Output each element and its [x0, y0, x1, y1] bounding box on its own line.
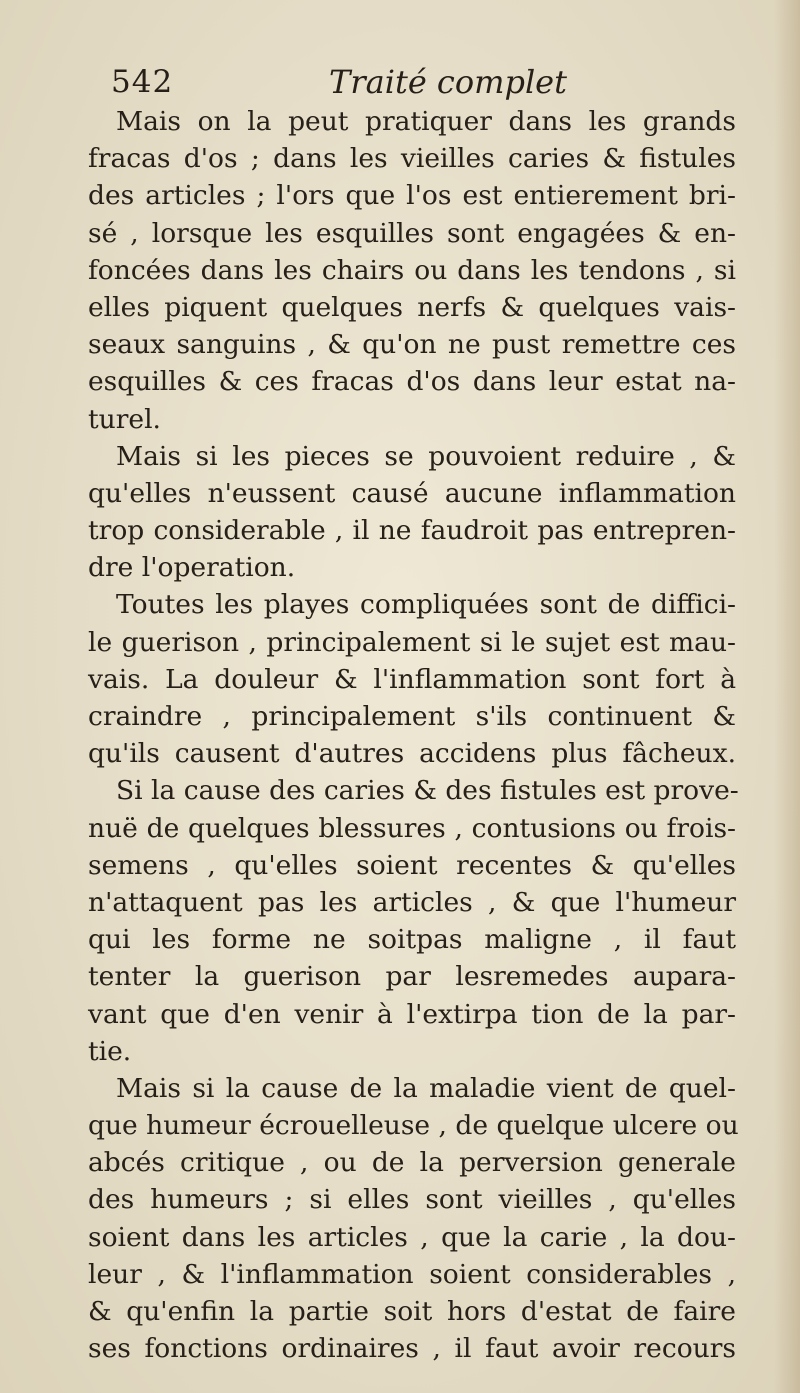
paragraph	[88, 772, 739, 1070]
text-line: nuë de quelques blessures , contusions ou frois-	[88, 812, 736, 844]
paragraph	[88, 438, 736, 587]
text-line: dre l'operation.	[88, 552, 296, 584]
text-line: qu'elles n'eussent causé aucune inflammation	[88, 477, 736, 509]
page-body	[88, 103, 739, 1367]
text-line: esquilles & ces fracas d'os dans leur estat na-	[88, 366, 736, 398]
text-line: tie.	[88, 1035, 132, 1067]
text-line: turel.	[88, 403, 161, 435]
text-line: vant que d'en venir à l'extirpa tion de la par-	[88, 998, 736, 1030]
text-line: fracas d'os ; dans les vieilles caries & fistules	[88, 143, 736, 175]
paragraph	[88, 103, 736, 438]
text-line: Toutes les playes compliquées sont de diffici-	[116, 589, 736, 621]
text-line: des humeurs ; si elles sont vieilles , qu'elles	[88, 1184, 736, 1216]
text-line: Si la cause des caries & des fistules est prove-	[116, 775, 739, 807]
text-line: trop considerable , il ne faudroit pas entrepren-	[88, 515, 736, 547]
text-line: foncées dans les chairs ou dans les tendons , si	[88, 254, 736, 286]
text-line: que humeur écrouelleuse , de quelque ulcere ou	[88, 1110, 739, 1142]
paragraph	[88, 586, 736, 772]
text-line: sé , lorsque les esquilles sont engagées & en-	[88, 217, 736, 249]
paragraph	[88, 1070, 739, 1368]
text-line: craindre , principalement s'ils continuent &	[88, 701, 736, 732]
text-line: elles piquent quelques nerfs & quelques vais-	[88, 291, 736, 323]
page-fold-shadow	[774, 0, 800, 1393]
text-line: semens , qu'elles soient recentes & qu'elles	[88, 849, 736, 881]
text-line: qu'ils causent d'autres accidens plus fâcheux.	[88, 738, 736, 770]
text-line: soient dans les articles , que la carie , la dou-	[88, 1221, 736, 1253]
page-number: 542	[111, 64, 174, 100]
text-line: & qu'enfin la partie soit hors d'estat de faire	[88, 1296, 736, 1327]
text-line: qui les forme ne soitpas maligne , il faut	[88, 924, 736, 956]
text-line: ses fonctions ordinaires , il faut avoir recours	[88, 1333, 736, 1365]
text-line: des articles ; l'ors que l'os est entierement bri-	[88, 180, 736, 212]
text-line: n'attaquent pas les articles , & que l'humeur	[88, 886, 736, 918]
running-title: Traité complet	[329, 63, 567, 101]
text-line: tenter la guerison par lesremedes aupara-	[88, 961, 736, 993]
text-line: seaux sanguins , & qu'on ne pust remettre ces	[88, 329, 736, 361]
text-line: abcés critique , ou de la perversion generale	[88, 1147, 736, 1179]
page-header	[111, 60, 751, 104]
text-line: vais. La douleur & l'inflammation sont fort à	[88, 663, 736, 695]
text-line: leur , & l'inflammation soient considerables ,	[88, 1258, 736, 1290]
text-line: Mais si la cause de la maladie vient de quel-	[116, 1072, 736, 1104]
text-line: le guerison , principalement si le sujet est mau-	[88, 626, 736, 658]
text-line: Mais on la peut pratiquer dans les grands	[116, 106, 736, 137]
text-line: Mais si les pieces se pouvoient reduire , &	[116, 440, 736, 472]
